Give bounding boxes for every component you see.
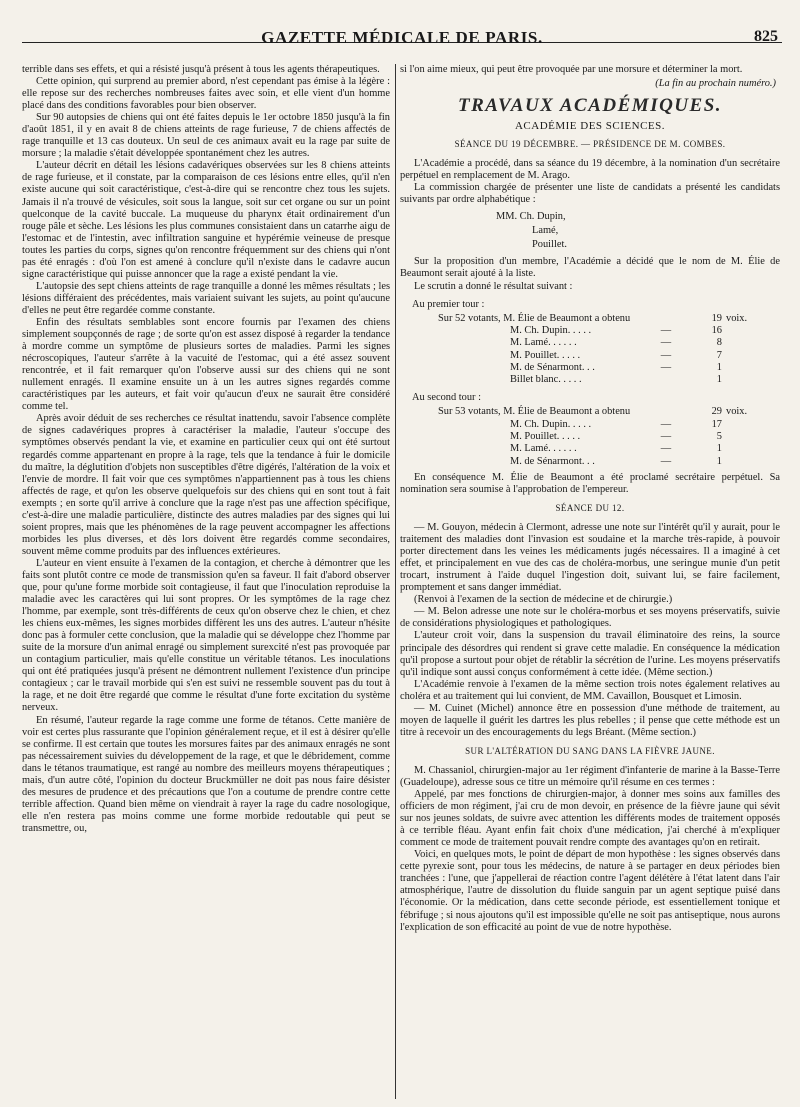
session-title: SÉANCE DU 12.	[555, 503, 625, 514]
paragraph: Cette opinion, qui surprend au premier abord, n'est cependant pas émise à la légère : elle repose sur des recherches nombreuses faites avec soin, et elle vient d'un homme placé dans des conditions favorables pour bien observer.	[22, 76, 390, 112]
table-row	[436, 350, 758, 362]
vote-dash: —	[660, 431, 672, 443]
table-row	[436, 406, 758, 418]
vote-count: 17	[711, 418, 722, 430]
vote-count: 7	[716, 349, 722, 361]
vote-leader: Sur 53 votants, M. Élie de Beaumont a obtenu	[438, 406, 631, 418]
continuation-text: si l'on aime mieux, qui peut être provoquée par une morsure et déterminer la mort.	[400, 64, 743, 75]
paragraph: — M. Cuinet (Michel) annonce être en possession d'une méthode de traitement, au moyen de laquelle il guérit les dartres les plus rebelles ; il pense que cette méthode est un titre à recevoir un des encouragements du legs Bréant. (Même section.)	[400, 702, 780, 738]
paragraph: L'auteur croit voir, dans la suspension du travail éliminatoire des reins, la source principale des désordres qui rendent si grave cette maladie. En conséquence la médication qu'il propose a surtout pour objet de rétablir la sécrétion de l'urine. Les moyens préservatifs qu'il indique sont aussi conçus conformément à cette idée. (Même section.)	[400, 630, 780, 678]
paragraph: Voici, en quelques mots, le point de départ de mon hypothèse : les signes observés dans cette pyrexie sont, pour tous les médecins, de nature à se partager en deux périodes bien tranchées : l'une, que j'appellerai de réaction contre l'agent délétère à l'état latent dans l'air atmosphérique, l'autre de dissolution du fluide sanguin par un agent septique puisé dans l'économie. Or la médication, dans cette seconde période, est essentiellement tonique et fébrifuge ; si nous ajoutons qu'il est impossible qu'elle ne soit pas antiseptique, nous aurons l'explication de son efficacité au point de vue de notre hypothèse.	[400, 849, 780, 933]
paragraph: Sur 90 autopsies de chiens qui ont été faites depuis le 1er octobre 1850 jusqu'à la fin d'août 1851, il y en avait 8 de chiens atteints de rage furieuse, 7 de chiens affectés de rage tranquille et 13 cas douteux. Un seul de ces animaux avait eu la rage par suite de morsure ; la maladie s'était développée spontanément chez les autres.	[22, 112, 390, 160]
vote-name: M. Pouillet. . . . .	[510, 431, 581, 443]
round-label: Au second tour :	[412, 392, 481, 404]
vote-count: 16	[711, 324, 722, 336]
paragraph: Après avoir déduit de ses recherches ce résultat inattendu, savoir l'absence complète de signes cadavériques propres à caractériser la maladie, l'auteur s'occupe des symptômes observés pendant la vie, et examine en particulier ceux qui ont été surtout regardés comme appartenant en propre à la rage, tels que la tendance à fuir le domicile du maître, la déglutition d'objets non susceptibles d'être digérés, l'altération de la voix et l'envie de mordre. Il fait voir que ces symptômes n'appartiennent pas à tous les chiens affectés de rage, et qu'on les observe quelquefois sur des chiens qui en sont tout à fait exempts ; en sorte qu'il arrive à conclure que la rage n'est pas une affection spécifique, c'est-à-dire une maladie particulière, distincte des autres maladies par des signes qui lui soient propres, mais que les phénomènes de la rage peuvent accompagner les affections morbides les plus diverses, et dès lors doivent être regardés comme secondaires, souvent même comme produits par des influences extérieures.	[22, 413, 390, 557]
page-header	[22, 8, 782, 47]
vote-dash: —	[660, 324, 672, 336]
vote-count: 29	[711, 406, 722, 418]
table-row	[436, 337, 758, 349]
vote-name: M. de Sénarmont. . .	[510, 455, 595, 467]
candidate-name: Lamé,	[532, 225, 559, 237]
paragraph: L'Académie renvoie à l'examen de la même section trois notes également relatives au choléra et au traitement qui lui convient, de MM. Cavaillon, Bousquet et Limosin.	[400, 678, 780, 702]
vote-unit: voix.	[726, 312, 748, 324]
vote-count: 8	[716, 337, 722, 349]
table-row	[436, 362, 758, 374]
paragraph: Enfin des résultats semblables sont encore fournis par l'examen des chiens simplement soupçonnés de rage ; de sorte qu'on est assez disposé à regarder la tendance à mordre comme un symptôme de plusieurs sortes de maladies. Parmi les signes nécroscopiques, l'auteur s'arrête à la vacuité de l'estomac, qui a été assez souvent rencontrée, et il fait remarquer qu'on l'observe aussi sur des chiens qui ne sont nullement enragés. Il examine ensuite un à un les autres signes regardés comme caractéristiques par les auteurs, et fait voir qu'aucun d'eux ne saurait être considéré comme tel.	[22, 316, 390, 413]
paragraph: En résumé, l'auteur regarde la rage comme une forme de tétanos. Cette manière de voir est certes plus rassurante que l'opinion généralement reçue, et il est à désirer qu'elle se confirme. Il est certain que toutes les morsures faites par des animaux enragés ne sont pas nécessairement suivies du développement de la rage, et que le débridement, comme dans le tétanos traumatique, est rangé au nombre des meilleurs moyens thérapeutiques ; mais, d'un autre côté, l'opinion du docteur Bruckmüller ne doit pas nous faire désister des mesures de prudence et des précautions que l'on a coutume de prendre contre cette terrible affection. Quand bien même on viendrait à rayer la rage du cadre nosologique, elle n'en restera pas moins comme une forme morbide redoutable qui peut se transmettre, ou,	[22, 714, 390, 834]
paragraph: Le scrutin a donné le résultat suivant :	[414, 280, 573, 292]
vote-name: M. Lamé. . . . . .	[510, 443, 577, 455]
academy-title: ACADÉMIE DES SCIENCES.	[514, 120, 666, 133]
vote-count: 5	[716, 431, 722, 443]
table-row	[436, 313, 758, 325]
vote-count: 19	[711, 312, 722, 324]
vote-dash: —	[660, 349, 672, 361]
page-number: 825	[754, 28, 778, 45]
section-subtitle: SUR L'ALTÉRATION DU SANG DANS LA FIÈVRE JAUNE.	[465, 745, 715, 756]
paragraph: L'auteur décrit en détail les lésions cadavériques observées sur les 8 chiens atteints de rage furieuse, et il constate, par la comparaison de ces lésions entre elles, qu'il n'en existe aucune qui soit caractéristique, c'est-à-dire qui se rencontre chez tous les sujets. Jamais il n'a trouvé de vésicules, soit sous la langue, soit sur cet organe ou sur un point quelconque de la cavité buccale. La muqueuse du pharynx était ordinairement d'un rouge pâle et sèche. Les lésions les plus communes consistaient dans un catarrhe aigu de l'estomac et de l'intestin, avec infiltration sanguine et hypérémie veineuse de presque toutes les parties du corps, signes qu'on rencontre fréquemment sur des chiens qui n'ont pas été enragés : d'où l'on est amené à conclure qu'il n'existe dans le cadavre aucun signe caractéristique qui puisse annoncer que la rage a existé pendant la vie.	[22, 160, 390, 280]
paragraph: (Renvoi à l'examen de la section de médecine et de chirurgie.)	[414, 594, 673, 606]
vote-name: M. Ch. Dupin. . . . .	[510, 324, 592, 336]
vote-table-round-1	[436, 313, 758, 387]
vote-dash: —	[660, 418, 672, 430]
column-divider	[395, 64, 396, 1099]
vote-leader: Sur 52 votants, M. Élie de Beaumont a obtenu	[438, 312, 631, 324]
table-row	[436, 456, 758, 468]
session-title: SÉANCE DU 19 DÉCEMBRE. — PRÉSIDENCE DE M. COMBES.	[454, 139, 726, 150]
paragraph: Sur la proposition d'un membre, l'Académie a décidé que le nom de M. Élie de Beaumont serait ajouté à la liste.	[400, 256, 780, 280]
vote-name: M. Lamé. . . . . .	[510, 337, 577, 349]
paragraph: terrible dans ses effets, et qui a résisté jusqu'à présent à tous les agents thérapeutiques.	[22, 64, 380, 75]
table-row	[436, 325, 758, 337]
candidate-name: Pouillet.	[532, 239, 567, 251]
vote-count: 1	[716, 361, 722, 373]
continuation-note: (La fin au prochain numéro.)	[655, 78, 776, 90]
table-row	[436, 431, 758, 443]
right-column	[400, 64, 780, 1099]
table-row	[436, 443, 758, 455]
paragraph: L'Académie a procédé, dans sa séance du 19 décembre, à la nomination d'un secrétaire perpétuel en remplacement de M. Arago.	[400, 158, 780, 182]
candidate-name: MM. Ch. Dupin,	[496, 211, 566, 223]
vote-name: M. de Sénarmont. . .	[510, 361, 595, 373]
paragraph: Appelé, par mes fonctions de chirurgien-major, à donner mes soins aux familles des officiers de mon régiment, j'ai cru de mon devoir, en présence de la fièvre jaune qui sévit sur nos jeunes soldats, de suivre avec attention les différents modes de traitement opposés à ce terrible fléau. Ayant enfin fait choix d'une médication, j'ai cherché à m'expliquer comment ce mode de traitement pouvait rendre compte des avantages qu'on en retirait.	[400, 789, 780, 849]
vote-unit: voix.	[726, 406, 748, 418]
vote-table-round-2	[436, 406, 758, 467]
vote-count: 1	[716, 374, 722, 386]
vote-name: M. Pouillet. . . . .	[510, 349, 581, 361]
vote-name: M. Ch. Dupin. . . . .	[510, 418, 592, 430]
paragraph: En conséquence M. Élie de Beaumont a été proclamé secrétaire perpétuel. Sa nomination sera soumise à l'approbation de l'empereur.	[400, 471, 780, 495]
round-label: Au premier tour :	[412, 298, 485, 310]
vote-name: Billet blanc. . . . .	[510, 374, 582, 386]
vote-dash: —	[660, 337, 672, 349]
paragraph: L'auteur en vient ensuite à l'examen de la contagion, et cherche à démontrer que les faits sont plutôt contre ce mode de transmission qu'en sa faveur. Il fait d'abord observer que, pour qu'une forme morbide soit contagieuse, il faut que l'inoculation reproduise la maladie avec les caractères qui lui sont propres. Or les symptômes de la rage chez l'homme, par exemple, sont très-différents de ceux qu'on observe chez le chien, et chez les chiens eux-mêmes, les signes morbides diffèrent les uns des autres. L'auteur n'hésite donc pas à formuler cette conclusion, que la maladie qui se développe chez l'homme par suite de la morsure d'un animal enragé ou simplement surexcité n'est pas provoquée par un contagium particulier, mais qu'elle constitue un véritable tétanos. Les inoculations qui ont été pratiquées jusqu'à présent ne démontrent nullement l'existence d'un principe contagieux ; car le travail morbide qui s'en est suivi ne ressemble souvent pas du tout à la rage, et ne doit être regardé que comme le résultat d'une forte excitation du système nerveux.	[22, 557, 390, 714]
table-row	[436, 374, 758, 386]
left-column	[22, 64, 390, 1099]
vote-dash	[642, 374, 690, 386]
vote-count: 1	[716, 443, 722, 455]
page-title: GAZETTE MÉDICALE DE PARIS.	[261, 28, 543, 47]
paragraph: — M. Belon adresse une note sur le choléra-morbus et ses moyens préservatifs, suivie de considérations physiologiques et pathologiques.	[400, 606, 780, 630]
section-title: TRAVAUX ACADÉMIQUES.	[457, 95, 723, 117]
paragraph: — M. Gouyon, médecin à Clermont, adresse une note sur l'intérêt qu'il y aurait, pour le traitement des maladies dont l'invasion est soudaine et la marche très-rapide, à pouvoir porter directement dans les veines les médicaments jugés nécessaires. Il a imaginé à cet effet, et principalement en vue des cas de choléra-morbus, une seringue munie d'un petit trocart, instrument à l'aide duquel l'ingestion doit, suivant lui, se faire facilement, promptement et sans danger immédiat.	[400, 522, 780, 594]
paragraph: L'autopsie des sept chiens atteints de rage tranquille a donné les mêmes résultats ; les lésions différaient des précédentes, mais variaient suivant les sujets, au point qu'aucune d'elles ne peut être regardée comme constante.	[22, 280, 390, 316]
vote-dash: —	[660, 443, 672, 455]
paragraph: M. Chassaniol, chirurgien-major au 1er régiment d'infanterie de marine à la Basse-Terre (Guadeloupe), adresse sous ce titre un mémoire qu'il résume en ces termes :	[400, 764, 780, 788]
vote-count: 1	[716, 455, 722, 467]
vote-dash: —	[660, 455, 672, 467]
paragraph: La commission chargée de présenter une liste de candidats a présenté les candidats suivants par ordre alphabétique :	[400, 182, 780, 206]
table-row	[436, 419, 758, 431]
vote-dash: —	[660, 361, 672, 373]
candidate-list	[496, 210, 780, 252]
